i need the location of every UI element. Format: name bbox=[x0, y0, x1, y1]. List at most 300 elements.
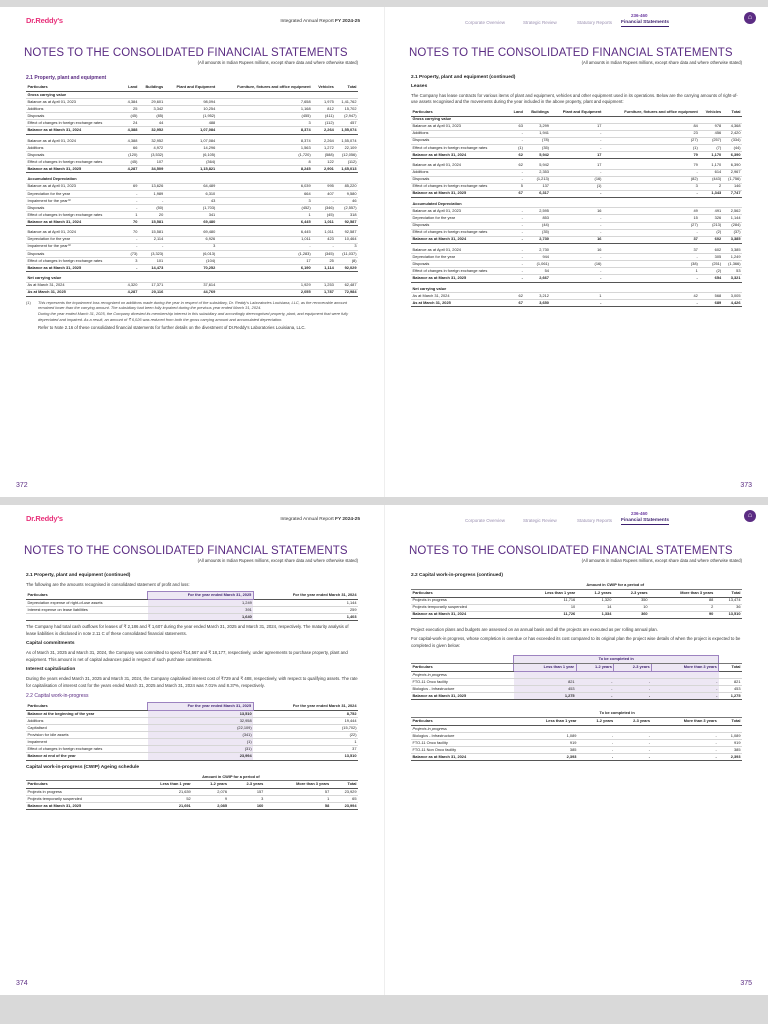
table-row bbox=[26, 106, 358, 113]
page-subtitle: (All amounts in Indian Rupees millions, except share data and where otherwise stated) bbox=[197, 60, 358, 65]
cell-value: 6,926 bbox=[165, 236, 217, 243]
cell-value: 2,595 bbox=[524, 208, 550, 215]
table-row bbox=[411, 300, 742, 307]
cell-value: (120) bbox=[123, 152, 139, 159]
table-row bbox=[26, 243, 358, 250]
cell-value: 10,254 bbox=[165, 106, 217, 113]
cell-value: 326 bbox=[699, 215, 722, 222]
cell-value: 1,144 bbox=[723, 215, 742, 222]
table-row bbox=[411, 208, 742, 215]
cell-value: 1,011 bbox=[312, 230, 335, 237]
cell-value: 2,076 bbox=[192, 789, 228, 796]
cell-value: 3,342 bbox=[139, 106, 165, 113]
cell-value: 1,41,762 bbox=[335, 99, 358, 106]
cell-value: (452) bbox=[217, 205, 312, 212]
cell-value: 15 bbox=[603, 215, 699, 222]
cell-value: 1 bbox=[217, 212, 312, 219]
cell-value: 44 bbox=[139, 120, 165, 127]
cell-value: - bbox=[550, 215, 603, 222]
table-row bbox=[411, 169, 742, 176]
cell-value: 1,989 bbox=[139, 190, 165, 197]
cell-value: 664 bbox=[217, 190, 312, 197]
row-label: Balance as at March 31, 2025 bbox=[26, 265, 123, 272]
table-row bbox=[411, 747, 742, 754]
cell-value bbox=[335, 92, 358, 99]
table-row bbox=[411, 144, 742, 151]
commitments-text: As of March 31, 2025 and March 31, 2024, the Company was committed to spend ₹14,567 and ₹ 18,177, respectively, under agreements to purchase property, plant and equipment. This amount is net of capital advances paid in respect of such purchase commitments. bbox=[26, 650, 348, 662]
table-row bbox=[26, 607, 358, 614]
completion-2025-table: To be completed in Particulars Less than 1 year 1-2 years 2-3 years More than 3 years Total Projects in progress FTO-11 Onco facility 821 - - - 821 Biologics - Infrastructure 453 - - - 453 Balance as at March 31, 2025 1,275 - - - 1,275 bbox=[412, 656, 741, 698]
ageing-heading: Capital work-in-progress (CWIP) Ageing schedule bbox=[26, 764, 140, 770]
column-header: Buildings bbox=[139, 84, 165, 91]
section-heading: 2.2 Capital work-in-progress (continued) bbox=[411, 573, 503, 578]
row-label: Disposals bbox=[411, 222, 509, 229]
cell-value: 2,667 bbox=[524, 275, 550, 282]
cell-value: (1) bbox=[550, 183, 603, 190]
cell-value: 491 bbox=[699, 208, 722, 215]
cell-value: 32,952 bbox=[139, 138, 165, 145]
row-label: Disposals bbox=[26, 113, 123, 120]
cell-value: (11,037) bbox=[335, 250, 358, 257]
rou-assets-table bbox=[411, 109, 742, 307]
row-label bbox=[26, 614, 148, 621]
row-label: Additions bbox=[26, 718, 148, 725]
cell-value: 15,702 bbox=[335, 106, 358, 113]
column-header: Land bbox=[123, 84, 139, 91]
home-icon[interactable]: ⌂ bbox=[744, 510, 756, 522]
company-logo[interactable]: Dr.Reddy's bbox=[26, 16, 63, 25]
cell-value: (1,952) bbox=[165, 113, 217, 120]
cell-value: 944 bbox=[524, 254, 550, 261]
table-row bbox=[411, 151, 742, 158]
cell-value: 1,787 bbox=[312, 289, 335, 296]
table-row bbox=[411, 671, 742, 678]
footnote: (1) This represents the impairment loss recognized on additions made during the year in respect of the subsidiary, Dr. Reddy's Laboratories Louisiana, LLC, as the recoverable amount remained lower than the carrying amount. The subsidiary had been fully impaired during the previous year ended March 31, 2024. During the year ended March 31, 2025, the Company divested its membership interest in this subsidiary and accordingly derecognised property, plant, and equipment that were fully depreciated and impaired. As a result, an amount of ₹ 6,026 was reduced from both the gross carrying amount and accumulated depreciation. bbox=[26, 299, 349, 322]
cell-value: 1,65,013 bbox=[335, 166, 358, 173]
cell-value: 21,639 bbox=[131, 789, 192, 796]
section-heading: 2.1 Property, plant and equipment (continued) bbox=[26, 573, 131, 578]
cell-value: 2,562 bbox=[723, 208, 742, 215]
column-header: 1-2 years bbox=[578, 718, 615, 726]
cell-value: (2,557) bbox=[335, 205, 358, 212]
spread-bottom bbox=[0, 505, 768, 995]
row-label: Balance as at March 31, 2024 bbox=[411, 151, 509, 158]
cell-value: 69,480 bbox=[165, 219, 217, 226]
cell-value: 72,984 bbox=[335, 289, 358, 296]
cell-value: 53 bbox=[723, 268, 742, 275]
column-header: Furniture, fixtures and office equipment bbox=[603, 109, 699, 116]
table-row bbox=[26, 725, 358, 732]
cell-value: 79 bbox=[603, 151, 699, 158]
table-row bbox=[411, 176, 742, 183]
home-icon[interactable]: ⌂ bbox=[744, 12, 756, 24]
row-label: Effect of changes in foreign exchange rates bbox=[26, 258, 123, 265]
cell-value: 16 bbox=[550, 208, 603, 215]
commitments-heading: Capital commitments bbox=[26, 641, 75, 647]
cell-value: 1 bbox=[265, 796, 331, 803]
row-label: Impairment for the year⁽¹⁾ bbox=[26, 243, 123, 250]
row-label: Disposals bbox=[26, 152, 123, 159]
cell-value: 4,426 bbox=[723, 300, 742, 307]
cell-value bbox=[524, 116, 550, 123]
table-row bbox=[26, 219, 358, 226]
cell-value: 92,029 bbox=[335, 265, 358, 272]
cell-value: 42 bbox=[603, 293, 699, 300]
cell-value: - bbox=[652, 686, 719, 693]
cell-value: 4,384 bbox=[123, 99, 139, 106]
table-row bbox=[411, 229, 742, 236]
column-header: Total bbox=[715, 589, 742, 597]
cell-value: (588) bbox=[312, 152, 335, 159]
column-header: Total bbox=[723, 109, 742, 116]
cell-value: 2 bbox=[649, 604, 715, 611]
cell-value: (1) bbox=[509, 144, 524, 151]
cell-value: (2) bbox=[699, 268, 722, 275]
table-row bbox=[26, 236, 358, 243]
cell-value: (1,061) bbox=[524, 261, 550, 268]
cell-value: 2,393 bbox=[516, 754, 578, 761]
cell-value: 13,510 bbox=[148, 711, 254, 718]
cell-value: - bbox=[509, 176, 524, 183]
cell-value bbox=[312, 92, 335, 99]
cell-value: (45) bbox=[123, 113, 139, 120]
page-title: NOTES TO THE CONSOLIDATED FINANCIAL STATEMENTS bbox=[409, 47, 733, 59]
cell-value: 8,752 bbox=[253, 711, 358, 718]
cell-value: 2,420 bbox=[723, 130, 742, 137]
cell-value: (455) bbox=[217, 113, 312, 120]
cell-value: 602 bbox=[699, 247, 722, 254]
cell-value: 2,353 bbox=[524, 169, 550, 176]
section-nav bbox=[465, 11, 732, 31]
row-label: Projects in progress bbox=[411, 597, 516, 604]
nav-financial-statements[interactable]: Financial Statements bbox=[621, 518, 669, 523]
cell-value: 13,626 bbox=[139, 183, 165, 190]
table-row bbox=[411, 686, 742, 693]
cell-value: 1 bbox=[253, 739, 358, 746]
cell-value: 1,55,074 bbox=[335, 138, 358, 145]
cell-value: 2,114 bbox=[139, 236, 165, 243]
cell-value: 10 bbox=[613, 604, 649, 611]
cell-value: 6,445 bbox=[217, 230, 312, 237]
cell-value: (45) bbox=[123, 159, 139, 166]
cell-value: 2,055 bbox=[217, 289, 312, 296]
cell-value: - bbox=[603, 254, 699, 261]
row-label: Balance as at March 31, 2025 bbox=[26, 166, 123, 173]
page-subtitle: (All amounts in Indian Rupees millions, except share data and where otherwise stated) bbox=[197, 558, 358, 563]
column-header: Less than 1 year bbox=[516, 589, 577, 597]
cell-value: - bbox=[614, 693, 652, 700]
cell-value: 1,07,084 bbox=[165, 127, 217, 134]
cell-value: 423 bbox=[312, 236, 335, 243]
row-label: Depreciation for the year bbox=[26, 190, 123, 197]
row-label: Balance as at March 31, 2024 bbox=[411, 754, 516, 761]
cell-value: 385 bbox=[718, 747, 742, 754]
table-row bbox=[411, 137, 742, 144]
table-row bbox=[26, 753, 358, 760]
cell-value bbox=[652, 725, 719, 732]
row-label: Net carrying value bbox=[26, 276, 123, 283]
cell-value: 259 bbox=[253, 607, 358, 614]
row-label: Additions bbox=[411, 130, 509, 137]
row-label: Disposals bbox=[26, 205, 123, 212]
cell-value: - bbox=[576, 693, 614, 700]
cell-value: 107 bbox=[139, 159, 165, 166]
table-row bbox=[26, 159, 358, 166]
cell-value: 49 bbox=[603, 208, 699, 215]
table-row bbox=[411, 268, 742, 275]
cell-value: (3,323) bbox=[139, 250, 165, 257]
cell-value: 52 bbox=[131, 796, 192, 803]
page-title: NOTES TO THE CONSOLIDATED FINANCIAL STATEMENTS bbox=[409, 545, 733, 557]
cell-value: (1,366) bbox=[723, 261, 742, 268]
cell-value: (2,947) bbox=[335, 113, 358, 120]
cell-value: - bbox=[312, 198, 335, 205]
page-number: 375 bbox=[740, 980, 752, 987]
cell-value: - bbox=[123, 205, 139, 212]
cell-value: 1,403 bbox=[253, 614, 358, 621]
cell-value: - bbox=[578, 740, 615, 747]
table-row bbox=[411, 754, 742, 761]
row-label: As at March 31, 2025 bbox=[411, 300, 509, 307]
cell-value: - bbox=[578, 754, 615, 761]
cell-value: 8 bbox=[217, 159, 312, 166]
cell-value: 8,374 bbox=[217, 138, 312, 145]
table-row bbox=[411, 190, 742, 197]
cell-value: (44) bbox=[723, 144, 742, 151]
page-header bbox=[395, 7, 758, 33]
report-title: Integrated Annual Report FY 2024-25 bbox=[280, 19, 360, 24]
cell-value: 19,444 bbox=[253, 718, 358, 725]
cell-value: 1,320 bbox=[577, 597, 613, 604]
cell-value bbox=[723, 116, 742, 123]
cell-value: - bbox=[652, 693, 719, 700]
cell-value: 1,15,821 bbox=[165, 166, 217, 173]
row-label: Effect of changes in foreign exchange rates bbox=[411, 144, 509, 151]
nav-financial-statements[interactable]: Financial Statements bbox=[621, 20, 669, 25]
row-label: Disposals bbox=[411, 261, 509, 268]
cell-value: 85,220 bbox=[335, 183, 358, 190]
cell-value: - bbox=[550, 254, 603, 261]
cell-value: 3,321 bbox=[723, 275, 742, 282]
cell-value: (22) bbox=[253, 732, 358, 739]
cell-value: 44,769 bbox=[165, 289, 217, 296]
cell-value: - bbox=[550, 300, 603, 307]
cell-value: 88 bbox=[649, 597, 715, 604]
column-header: 1-2 years bbox=[577, 589, 613, 597]
cell-value: 3 bbox=[165, 243, 217, 250]
cell-value: 2 bbox=[699, 183, 722, 190]
cwip-table bbox=[26, 702, 358, 760]
cell-value: (35) bbox=[524, 229, 550, 236]
cell-value: 6,190 bbox=[217, 265, 312, 272]
row-label: Balance as at March 31, 2025 bbox=[26, 803, 131, 810]
cell-value: - bbox=[139, 198, 165, 205]
cell-value: 29,601 bbox=[139, 99, 165, 106]
cell-value: (37) bbox=[723, 229, 742, 236]
row-label: Effect of changes in foreign exchange rates bbox=[26, 120, 123, 127]
nav-statutory-reports[interactable]: Statutory Reports bbox=[577, 518, 613, 523]
cell-value: 66 bbox=[123, 145, 139, 152]
column-header: For the year ended March 31, 2025 bbox=[148, 703, 254, 711]
table-row bbox=[26, 212, 358, 219]
row-label: Accumulated Depreciation bbox=[26, 177, 123, 184]
divestment-note: Refer to Note 2.16 of these consolidated financial statements for further details on the divestment of Dr.Reddy's Laboratories Louisiana, LLC. bbox=[38, 325, 306, 331]
row-label: Additions bbox=[26, 145, 123, 152]
row-label: Capitalised bbox=[26, 725, 148, 732]
cell-value: (16) bbox=[550, 176, 603, 183]
cell-value: - bbox=[614, 686, 652, 693]
column-header: More than 3 years bbox=[265, 781, 331, 789]
column-header: Vehicles bbox=[312, 84, 335, 91]
cell-value: - bbox=[603, 169, 699, 176]
cell-value: (1,213) bbox=[524, 176, 550, 183]
overdue-text: For capital-work-in progress, whose completion is overdue or has exceeded its cost compared to its original plan the project wise details of when the project is expected to be completed is given below: bbox=[411, 636, 741, 648]
cell-value: 37 bbox=[603, 236, 699, 243]
cell-value: 4,388 bbox=[123, 138, 139, 145]
row-label: Disposals bbox=[411, 176, 509, 183]
cell-value: 2,901 bbox=[312, 166, 335, 173]
page-title: NOTES TO THE CONSOLIDATED FINANCIAL STATEMENTS bbox=[24, 47, 348, 59]
column-header: Vehicles bbox=[699, 109, 722, 116]
cell-value: 614 bbox=[699, 169, 722, 176]
cell-value: (104) bbox=[165, 258, 217, 265]
cell-value: (6,013) bbox=[165, 250, 217, 257]
cell-value: (31) bbox=[148, 746, 254, 753]
column-header: More than 3 years bbox=[652, 664, 719, 672]
nav-strategic-review[interactable]: Strategic Review bbox=[523, 518, 557, 523]
cell-value: - bbox=[509, 215, 524, 222]
cell-value: 1,253 bbox=[312, 282, 335, 289]
cell-value: 14 bbox=[577, 604, 613, 611]
cell-value: - bbox=[652, 679, 719, 686]
column-header: 2-3 years bbox=[613, 589, 649, 597]
cell-value: 9 bbox=[192, 796, 228, 803]
table-row bbox=[411, 236, 742, 243]
cell-value: 92,587 bbox=[335, 230, 358, 237]
cell-value: 13,510 bbox=[253, 753, 358, 760]
table-row bbox=[26, 166, 358, 173]
cell-value bbox=[719, 671, 742, 678]
cell-value: - bbox=[615, 747, 652, 754]
cell-value: 69 bbox=[123, 183, 139, 190]
cell-value: 23 bbox=[603, 130, 699, 137]
cell-value: (1,283) bbox=[217, 250, 312, 257]
cell-value: (35) bbox=[524, 144, 550, 151]
row-label: Accumulated Depreciation bbox=[411, 201, 509, 208]
row-label: Projects in progress bbox=[411, 671, 514, 678]
cell-value: 1,144 bbox=[253, 600, 358, 607]
row-label: Balance as at March 31, 2024 bbox=[411, 236, 509, 243]
cell-value: 456 bbox=[699, 130, 722, 137]
nav-corporate-overview[interactable]: Corporate Overview bbox=[465, 518, 506, 523]
cell-value: 654 bbox=[699, 275, 722, 282]
column-header: 1-2 years bbox=[576, 664, 614, 672]
cell-value: - bbox=[652, 754, 719, 761]
nav-strategic-review[interactable]: Strategic Review bbox=[523, 20, 557, 25]
table-row bbox=[411, 740, 742, 747]
table-row bbox=[26, 99, 358, 106]
cell-value: 20 bbox=[139, 212, 165, 219]
cell-value: - bbox=[550, 275, 603, 282]
column-header: Total bbox=[335, 84, 358, 91]
cell-value: 3 bbox=[603, 183, 699, 190]
cell-value: 1,089 bbox=[516, 733, 578, 740]
cell-value: 1 bbox=[550, 293, 603, 300]
cell-value: 3,385 bbox=[723, 236, 742, 243]
cell-value: - bbox=[578, 733, 615, 740]
cell-value: 6,390 bbox=[723, 163, 742, 170]
row-label: Effect of changes in foreign exchange rates bbox=[26, 159, 123, 166]
cell-value: 10,464 bbox=[335, 236, 358, 243]
cell-value bbox=[615, 725, 652, 732]
row-label: Biologics - Infrastructure bbox=[411, 733, 516, 740]
page-header bbox=[395, 505, 758, 531]
company-logo[interactable]: Dr.Reddy's bbox=[26, 514, 63, 523]
cell-value: 4,320 bbox=[123, 282, 139, 289]
table-row bbox=[411, 116, 742, 123]
cell-value: 1,249 bbox=[723, 254, 742, 261]
cell-value: 36 bbox=[715, 604, 742, 611]
cell-value: (45) bbox=[312, 212, 335, 219]
cell-value: 13,510 bbox=[715, 611, 742, 618]
cell-value: 58 bbox=[265, 803, 331, 810]
cell-value: 4,287 bbox=[123, 289, 139, 296]
cell-value bbox=[509, 116, 524, 123]
cell-value: 2,730 bbox=[524, 247, 550, 254]
cell-value: (2) bbox=[699, 229, 722, 236]
column-header: More than 3 years bbox=[649, 589, 715, 597]
cell-value: 17,371 bbox=[139, 282, 165, 289]
cell-value: - bbox=[615, 733, 652, 740]
page-subtitle: (All amounts in Indian Rupees millions, except share data and where otherwise stated) bbox=[581, 558, 742, 563]
row-label: Gross carrying value bbox=[26, 92, 123, 99]
cell-value: 25 bbox=[312, 258, 335, 265]
cell-value: 21,691 bbox=[131, 803, 192, 810]
cell-value: 32,952 bbox=[139, 127, 165, 134]
cell-value: 1,168 bbox=[217, 106, 312, 113]
nav-corporate-overview[interactable]: Corporate Overview bbox=[465, 20, 506, 25]
cell-value: (341) bbox=[148, 732, 254, 739]
cell-value: 69,480 bbox=[165, 230, 217, 237]
cell-value: (38) bbox=[603, 261, 699, 268]
row-label: Gross carrying value bbox=[411, 116, 509, 123]
cwip-heading: 2.2 Capital work-in-progress bbox=[26, 692, 89, 699]
table-row bbox=[26, 614, 358, 621]
cell-value: 137 bbox=[524, 183, 550, 190]
cell-value: (346) bbox=[312, 205, 335, 212]
cell-value: (364) bbox=[165, 159, 217, 166]
nav-statutory-reports[interactable]: Statutory Reports bbox=[577, 20, 613, 25]
cell-value: - bbox=[576, 679, 614, 686]
cell-value: - bbox=[603, 275, 699, 282]
row-label: Additions bbox=[411, 169, 509, 176]
cell-value: 3,212 bbox=[524, 293, 550, 300]
row-label: FTO-11 Non Onco facility bbox=[411, 747, 516, 754]
row-label: Effect of changes in foreign exchange rates bbox=[411, 229, 509, 236]
table-row bbox=[26, 803, 358, 810]
column-header: Furniture, fixtures and office equipment bbox=[217, 84, 312, 91]
cell-value: 391 bbox=[148, 607, 253, 614]
row-label: Balance as at March 31, 2024 bbox=[26, 127, 123, 134]
cell-value: 305 bbox=[699, 254, 722, 261]
cell-value: 70,252 bbox=[165, 265, 217, 272]
cell-value bbox=[550, 116, 603, 123]
cell-value: 1,011 bbox=[312, 219, 335, 226]
section-heading: 2.1 Property, plant and equipment bbox=[26, 75, 107, 81]
row-label: Balance as at March 31, 2025 bbox=[411, 693, 514, 700]
cell-value: 1,929 bbox=[217, 282, 312, 289]
table-row bbox=[26, 198, 358, 205]
